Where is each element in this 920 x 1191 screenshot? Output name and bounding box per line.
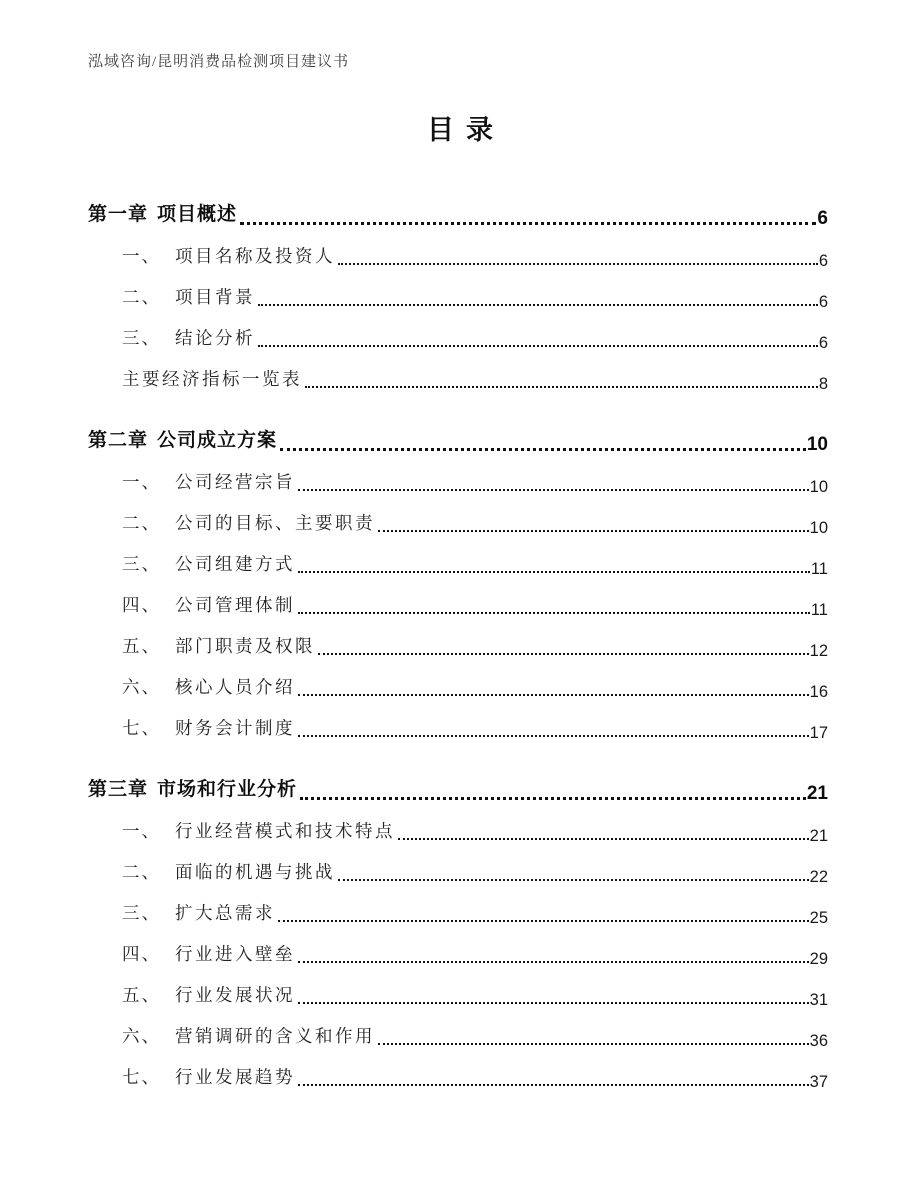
item-prefix: 二、 bbox=[122, 287, 161, 308]
item-page: 17 bbox=[809, 723, 828, 742]
document-header: 泓域咨询/昆明消费品检测项目建议书 bbox=[88, 54, 350, 70]
toc-item-row bbox=[88, 885, 828, 926]
item-prefix: 一、 bbox=[122, 821, 161, 842]
toc-item-label bbox=[122, 984, 295, 1008]
dot-leader bbox=[298, 489, 809, 491]
item-title: 结论分析 bbox=[175, 328, 255, 349]
chapter-number: 第三章 bbox=[88, 779, 149, 801]
toc-item-label bbox=[122, 902, 275, 926]
item-prefix: 三、 bbox=[122, 554, 161, 575]
dot-leader bbox=[300, 797, 806, 800]
item-title: 行业发展状况 bbox=[175, 985, 295, 1006]
item-prefix: 七、 bbox=[122, 1067, 161, 1088]
toc-chapter-row bbox=[88, 184, 828, 228]
chapter-page: 21 bbox=[806, 783, 828, 804]
dot-leader bbox=[398, 838, 809, 840]
item-page: 6 bbox=[818, 251, 828, 270]
item-page: 6 bbox=[818, 292, 828, 311]
item-prefix: 一、 bbox=[122, 472, 161, 493]
toc-item-row bbox=[88, 844, 828, 885]
item-page: 10 bbox=[809, 518, 828, 537]
dot-leader bbox=[298, 1002, 809, 1004]
item-prefix: 一、 bbox=[122, 246, 161, 267]
toc-chapter-row bbox=[88, 759, 828, 803]
item-page: 25 bbox=[809, 908, 828, 927]
toc-item-label bbox=[122, 553, 295, 577]
dot-leader bbox=[298, 612, 810, 614]
item-prefix: 三、 bbox=[122, 903, 161, 924]
dot-leader bbox=[305, 386, 818, 388]
toc-item-label bbox=[122, 820, 395, 844]
item-page: 22 bbox=[809, 867, 828, 886]
item-prefix: 二、 bbox=[122, 513, 161, 534]
toc-item-row bbox=[88, 454, 828, 495]
chapter-title: 公司成立方案 bbox=[157, 430, 278, 452]
toc-item-label bbox=[122, 635, 315, 659]
item-prefix: 六、 bbox=[122, 677, 161, 698]
item-prefix: 五、 bbox=[122, 636, 161, 657]
item-page: 11 bbox=[810, 559, 828, 578]
dot-leader bbox=[318, 653, 809, 655]
toc bbox=[88, 184, 828, 1090]
item-page: 29 bbox=[809, 949, 828, 968]
item-page: 16 bbox=[809, 682, 828, 701]
item-title: 公司组建方式 bbox=[175, 554, 295, 575]
toc-chapter-label bbox=[88, 202, 237, 228]
dot-leader bbox=[278, 920, 809, 922]
toc-chapter-row bbox=[88, 410, 828, 454]
item-page: 8 bbox=[818, 374, 828, 393]
dot-leader bbox=[280, 448, 806, 451]
item-title: 部门职责及权限 bbox=[175, 636, 315, 657]
dot-leader bbox=[240, 222, 816, 225]
toc-item-label bbox=[122, 327, 255, 351]
item-page: 12 bbox=[809, 641, 828, 660]
item-prefix: 三、 bbox=[122, 328, 161, 349]
item-prefix: 五、 bbox=[122, 985, 161, 1006]
toc-item-row bbox=[88, 351, 828, 392]
toc-item-label bbox=[122, 245, 335, 269]
toc-item-row bbox=[88, 577, 828, 618]
item-page: 10 bbox=[809, 477, 828, 496]
item-page: 11 bbox=[810, 600, 828, 619]
toc-item-label bbox=[122, 594, 295, 618]
item-page: 37 bbox=[809, 1072, 828, 1091]
item-title: 项目背景 bbox=[175, 287, 255, 308]
chapter-title: 市场和行业分析 bbox=[157, 779, 298, 801]
toc-item-label bbox=[122, 943, 295, 967]
page-title: 目录 bbox=[427, 115, 505, 145]
item-title: 公司管理体制 bbox=[175, 595, 295, 616]
toc-chapter-label bbox=[88, 428, 277, 454]
dot-leader bbox=[298, 1084, 809, 1086]
item-prefix: 四、 bbox=[122, 944, 161, 965]
toc-chapter-label bbox=[88, 777, 297, 803]
toc-item-label bbox=[122, 368, 302, 392]
toc-item-row bbox=[88, 1008, 828, 1049]
item-title: 财务会计制度 bbox=[175, 718, 295, 739]
chapter-number: 第二章 bbox=[88, 430, 149, 452]
item-title: 公司的目标、主要职责 bbox=[175, 513, 375, 534]
toc-item-label bbox=[122, 1066, 295, 1090]
item-title: 核心人员介绍 bbox=[175, 677, 295, 698]
chapter-title: 项目概述 bbox=[157, 204, 238, 226]
toc-item-label bbox=[122, 1025, 375, 1049]
item-title: 项目名称及投资人 bbox=[175, 246, 335, 267]
chapter-number: 第一章 bbox=[88, 204, 149, 226]
item-title: 主要经济指标一览表 bbox=[122, 369, 302, 390]
dot-leader bbox=[258, 345, 818, 347]
document-page bbox=[0, 52, 920, 1191]
toc-item-row bbox=[88, 310, 828, 351]
item-prefix: 七、 bbox=[122, 718, 161, 739]
toc-item-row bbox=[88, 495, 828, 536]
item-title: 行业经营模式和技术特点 bbox=[175, 821, 395, 842]
item-title: 行业进入壁垒 bbox=[175, 944, 295, 965]
toc-item-row bbox=[88, 659, 828, 700]
item-page: 6 bbox=[818, 333, 828, 352]
item-prefix: 二、 bbox=[122, 862, 161, 883]
toc-item-row bbox=[88, 1049, 828, 1090]
dot-leader bbox=[338, 879, 809, 881]
item-prefix: 六、 bbox=[122, 1026, 161, 1047]
toc-item-label bbox=[122, 676, 295, 700]
dot-leader bbox=[258, 304, 818, 306]
item-page: 31 bbox=[809, 990, 828, 1009]
item-title: 行业发展趋势 bbox=[175, 1067, 295, 1088]
dot-leader bbox=[298, 735, 809, 737]
dot-leader bbox=[298, 694, 809, 696]
item-page: 36 bbox=[809, 1031, 828, 1050]
toc-item-row bbox=[88, 926, 828, 967]
toc-item-row bbox=[88, 536, 828, 577]
dot-leader bbox=[298, 571, 810, 573]
chapter-page: 6 bbox=[817, 208, 828, 229]
toc-item-row bbox=[88, 700, 828, 741]
toc-item-row bbox=[88, 803, 828, 844]
dot-leader bbox=[378, 1043, 809, 1045]
dot-leader bbox=[378, 530, 809, 532]
toc-item-row bbox=[88, 618, 828, 659]
toc-item-row bbox=[88, 269, 828, 310]
dot-leader bbox=[298, 961, 809, 963]
item-title: 面临的机遇与挑战 bbox=[175, 862, 335, 883]
item-title: 扩大总需求 bbox=[175, 903, 275, 924]
toc-item-label bbox=[122, 512, 375, 536]
dot-leader bbox=[338, 263, 818, 265]
item-page: 21 bbox=[809, 826, 828, 845]
toc-item-label bbox=[122, 471, 295, 495]
item-title: 营销调研的含义和作用 bbox=[175, 1026, 375, 1047]
chapter-page: 10 bbox=[806, 434, 828, 455]
item-title: 公司经营宗旨 bbox=[175, 472, 295, 493]
toc-item-label bbox=[122, 717, 295, 741]
toc-item-label bbox=[122, 286, 255, 310]
toc-item-label bbox=[122, 861, 335, 885]
item-prefix: 四、 bbox=[122, 595, 161, 616]
toc-item-row bbox=[88, 967, 828, 1008]
toc-item-row bbox=[88, 228, 828, 269]
